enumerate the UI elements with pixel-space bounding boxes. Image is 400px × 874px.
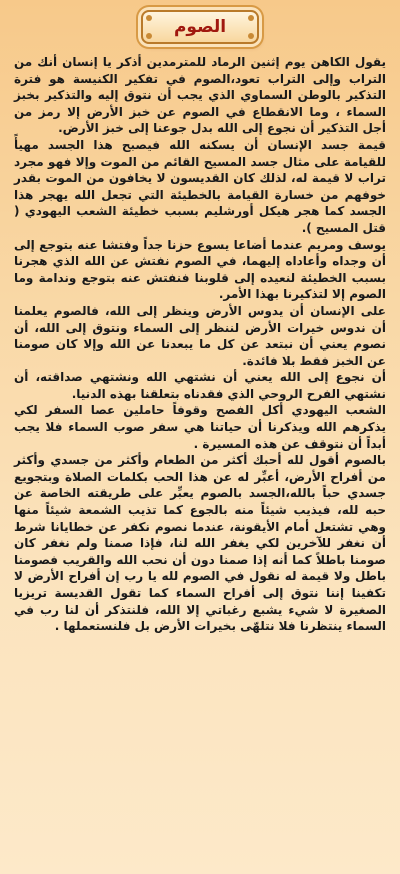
frame-corner-ornament [146, 33, 152, 39]
title-wrap [14, 10, 386, 44]
paragraph: بالصوم أقول لله أحبك أكثر من الطعام وأكثر من جسدي وأكثر من أفراح الأرض، أعبِّر له عن هذا الحب بكلمات الصلاة وبتجويع جسدي حباً بالله،الجسد بالصوم يعبِّر على طريقته الخاصة عن حبه لله، فيذيب شيئاً منه بالجوع كما تذيب الشمعة شيئاً منها وهي تشتعل أمام الأيقونة، عندما نصوم نكفر عن خطايانا شرط أن نغفر للآخرين لكي يغفر الله لنا، فإذا صمنا ولم نغفر كان صومنا باطلاً كما أنه إذا صمنا دون أن نحب الله والقريب فصومنا باطل ولا قيمة له نقول في الصوم لله يا رب إن أفراح الأرض لا تكفينا إننا نتوق إلى أفراح السماء كما تقول القديسة تريزيا الصغيرة لا شيء يشبع رغباتي إلا الله، فلنتذكر أن لنا رب في السماء ينتظرنا فلا نتلهّى بخيرات الأرض بل فلنستعملها . [14, 453, 386, 634]
title-frame [141, 10, 259, 44]
page-title: الصوم [173, 17, 227, 37]
paragraph: قيمة جسد الإنسان أن يسكنه الله فيصبح هذا الجسد مهيأً للقيامة على مثال جسد المسيح القائم من الموت وإلا فهو مجرد تراب لا قيمة له، لذلك كان القديسون لا يخافون من الموت بقدر خوفهم من خسارة القيامة بالخطيئة التي تجعل الله يهجر هذا الجسد كما هجر هيكل أورشليم بسبب خطيئة الشعب اليهودي ( قتل المسيح ). [14, 137, 386, 235]
paragraph: أن نجوع إلى الله يعني أن نشتهي الله ونشتهي صداقته، أن نشتهي الفرح الروحي الذي فقدناه بتعلقنا بهذه الدنيا. [14, 370, 386, 401]
paragraph: الشعب اليهودي أكل الفصح وقوفاً حاملين عصا السفر لكي يذكرهم الله ويذكرنا أن حياتنا هي سفر صوب السماء فلا يجب أبداً أن نتوقف عن هذه المسيرة . [14, 403, 386, 451]
article-body [14, 54, 386, 635]
paragraph: يوسف ومريم عندما أضاعا يسوع حزنا جداً وفتشا عنه بتوجع إلى أن وجداه وأعاداه إليهما، في الصوم نفتش عن الله الذي هجرنا بسبب الخطيئة لنعيده إلى قلوبنا فنفتش عنه بتوجع وندامة وما الصوم إلا لتذكيرنا بهذا الأمر. [14, 237, 386, 302]
paragraph: يقول الكاهن يوم إثنين الرماد للمترمدين أذكر يا إنسان أنك من التراب وإلى التراب تعود،الصوم في تفكير الكنيسة هو فترة التذكير بالوطن السماوي الذي يجب أن نتوق إليه والتذكير بخبز السماء ، وما الانقطاع في الصوم عن خبز الأرض إلا رمز من أجل التذكير أن نجوع إلى الله بدل جوعنا إلى خبز الأرض. [14, 55, 386, 136]
frame-corner-ornament [248, 15, 254, 21]
frame-corner-ornament [248, 33, 254, 39]
paragraph: على الإنسان أن يدوس الأرض وينظر إلى الله، فالصوم يعلمنا أن ندوس خيرات الأرض لننظر إلى السماء ونتوق إلى الله، أن نصوم يعني أن نبتعد عن كل ما يبعدنا عن الله وإلا كان صومنا عن الخبز فقط بلا فائدة. [14, 303, 386, 368]
frame-corner-ornament [146, 15, 152, 21]
